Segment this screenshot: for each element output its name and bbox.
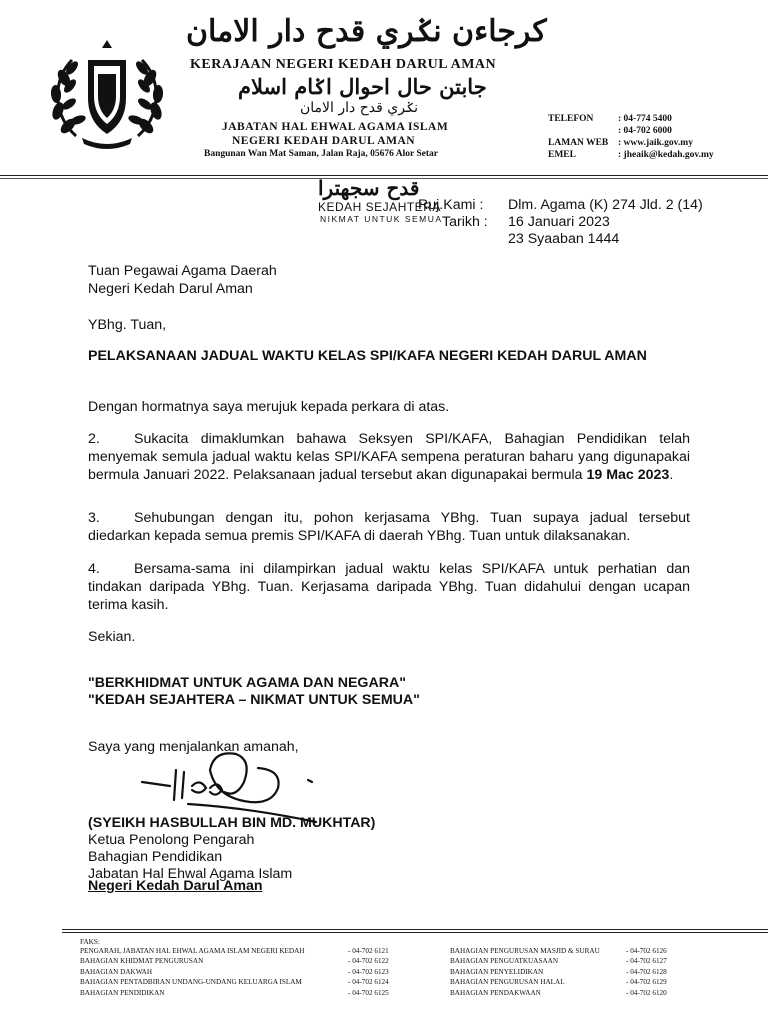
reference-label: Ruj.Kami : [418,197,484,213]
department-address: Bangunan Wan Mat Saman, Jalan Raja, 05676 Alor Setar [204,149,439,159]
fax-row: BAHAGIAN KHIDMAT PENGURUSAN - 04-702 6122 [80,957,389,966]
paragraph-4-number: 4. [88,561,100,577]
effective-date: 19 Mac 2023 [586,467,670,483]
fax-row: BAHAGIAN PENGURUSAN MASJID & SURAU - 04-702 6126 [450,947,667,955]
signoff: Saya yang menjalankan amanah, [88,739,299,755]
signatory-name: (SYEIKH HASBULLAH BIN MD. MUKHTAR) [88,815,376,831]
reference-number: Dlm. Agama (K) 274 Jld. 2 (14) [508,197,703,213]
paragraph-2-number: 2. [88,431,100,447]
recipient-line-1: Tuan Pegawai Agama Daerah [88,263,277,279]
footer-divider-thin [62,932,768,933]
fax-row: BAHAGIAN PENGURUSAN HALAL - 04-702 6129 [450,978,667,987]
fax-row: BAHAGIAN PENDIDIKAN - 04-702 6125 [80,988,389,997]
hijri-date: 23 Syaaban 1444 [508,231,620,247]
fax-row: BAHAGIAN PENGUATKUASAAN - 04-702 6127 [450,957,667,966]
contact-email: EMEL : jheaik@kedah.gov.my [548,150,714,160]
fax-row: BAHAGIAN PENYELIDIKAN - 04-702 6128 [450,967,667,976]
signatory-title-3: Jabatan Hal Ehwal Agama Islam [88,866,293,882]
kedah-sejahtera-logo-arabic: قدح سجهترا [318,176,420,200]
signatory-title-2: Bahagian Pendidikan [88,849,223,865]
letter-subject: PELAKSANAAN JADUAL WAKTU KELAS SPI/KAFA NEGERI KEDAH DARUL AMAN [88,348,647,364]
contact-phone-2: : 04-702 6000 [618,126,672,136]
salutation: YBhg. Tuan, [88,317,167,333]
motto-line-2: "KEDAH SEJAHTERA – NIKMAT UNTUK SEMUA" [88,692,420,708]
paragraph-3 [88,509,690,545]
date-label: Tarikh : [442,214,488,230]
fax-row: PENGARAH, JABATAN HAL EHWAL AGAMA ISLAM NEGERI KEDAH - 04-702 6121 [80,947,389,955]
fax-row: BAHAGIAN PENDAKWAAN - 04-702 6120 [450,988,667,997]
signatory-title-4: Negeri Kedah Darul Aman [88,878,263,894]
letter-date: 16 Januari 2023 [508,214,610,230]
kedah-sejahtera-logo-line1: KEDAH SEJAHTERA [318,200,441,214]
fax-label: FAKS: [80,938,100,946]
paragraph-3-text: Sehubungan dengan itu, pohon kerjasama YBhg. Tuan supaya jadual tersebut diedarkan kepada semua premis SPI/KAFA di daerah YBhg. Tuan untuk dilaksanakan. [88,510,690,544]
arabic-state-title: نݢري قدح دار الامان [300,100,419,116]
closing: Sekian. [88,629,136,645]
fax-list-left [80,946,389,998]
contact-phone-1: TELEFON : 04-774 5400 [548,114,672,124]
kedah-sejahtera-logo-line2: NIKMAT UNTUK SEMUA [320,214,443,224]
paragraph-3-number: 3. [88,510,100,526]
footer-divider [62,929,768,930]
state-name: NEGERI KEDAH DARUL AMAN [232,135,416,147]
arabic-jawi-title: كرجاءن نݢري قدح دار الامان [186,14,547,49]
contact-website: LAMAN WEB : www.jaik.gov.my [548,138,693,148]
fax-list-right [450,946,667,998]
state-crest-logo [42,38,172,158]
government-name: KERAJAAN NEGERI KEDAH DARUL AMAN [190,57,497,72]
motto-line-1: "BERKHIDMAT UNTUK AGAMA DAN NEGARA" [88,675,406,691]
arabic-dept-title: جابتن حال احوال اݢام اسلام [238,74,487,99]
paragraph-4-text: Bersama-sama ini dilampirkan jadual waktu kelas SPI/KAFA untuk perhatian dan tindakan daripada YBhg. Tuan. Kerjasama daripada YBhg. Tuan didahului dengan ucapan terima kasih. [88,561,690,613]
intro-paragraph: Dengan hormatnya saya merujuk kepada perkara di atas. [88,399,450,415]
paragraph-4 [88,560,690,614]
fax-row: BAHAGIAN DAKWAH - 04-702 6123 [80,967,389,976]
fax-row: BAHAGIAN PENTADBIRAN UNDANG-UNDANG KELUARGA ISLAM - 04-702 6124 [80,978,389,987]
department-name: JABATAN HAL EHWAL AGAMA ISLAM [222,121,449,133]
recipient-line-2: Negeri Kedah Darul Aman [88,281,253,297]
paragraph-2: 2. Sukacita dimaklumkan bahawa Seksyen SPI/KAFA, Bahagian Pendidikan telah menyemak semula jadual waktu kelas SPI/KAFA sempena peraturan baharu yang digunapakai bermula Januari 2022. Pelaksanaan jadual tersebut akan digunapakai bermula 19 Mac 2023. [88,431,690,483]
signatory-title-1: Ketua Penolong Pengarah [88,832,255,848]
paragraph-2-text: Sukacita dimaklumkan bahawa Seksyen SPI/KAFA, Bahagian Pendidikan telah menyemak semula jadual waktu kelas SPI/KAFA sempena peraturan baharu yang digunapakai bermula Januari 2022. Pelaksanaan jadual tersebut akan digunapakai bermula [88,431,690,483]
